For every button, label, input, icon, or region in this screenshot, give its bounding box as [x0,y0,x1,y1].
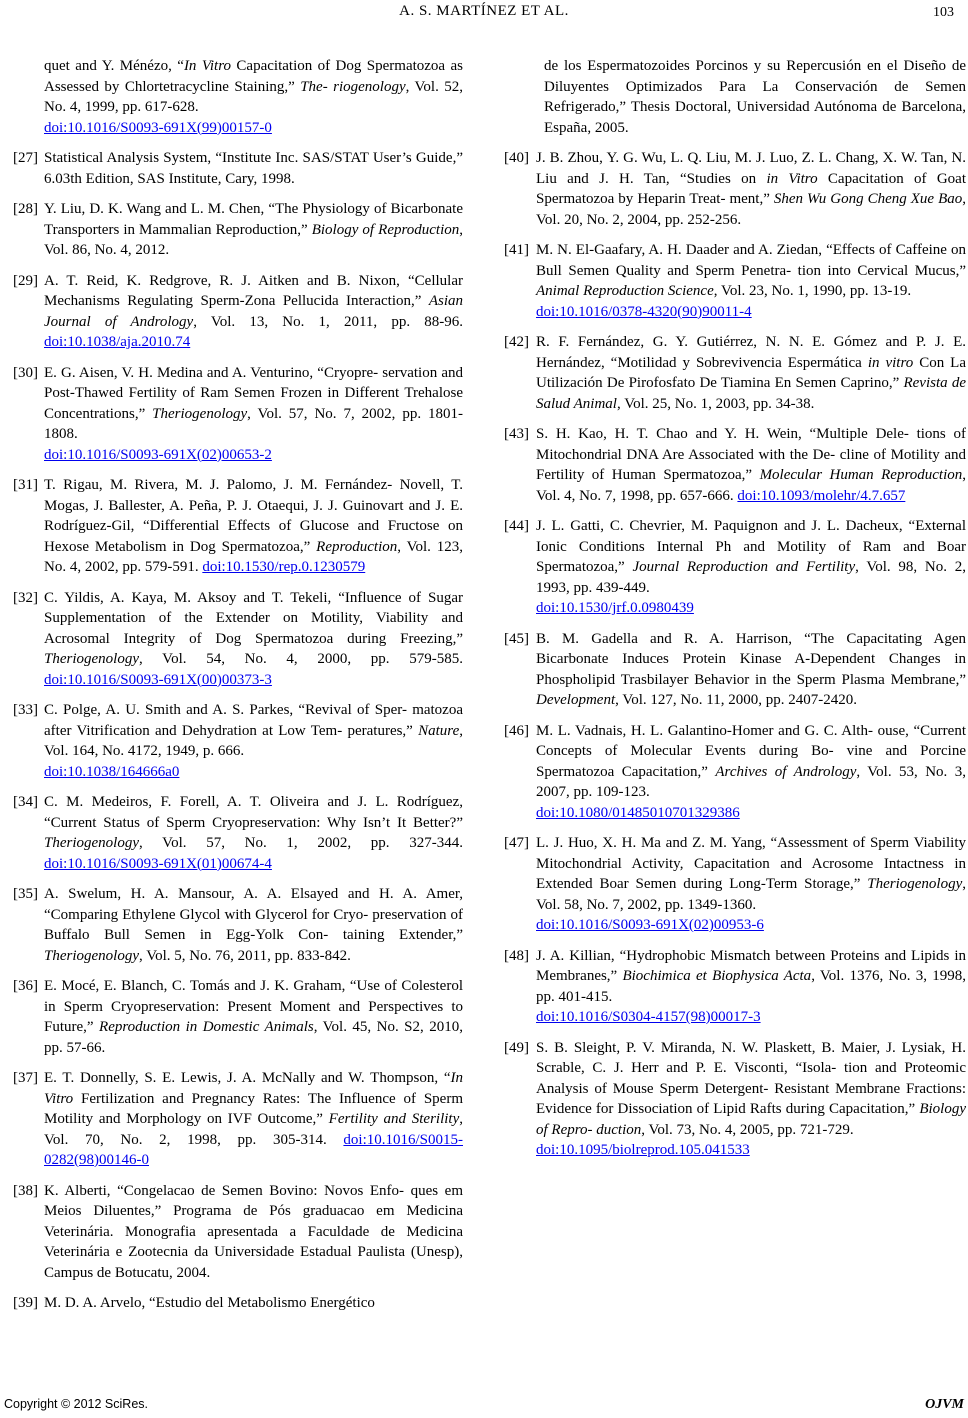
reference-entry [30,56,463,138]
reference-italic: Reproduction [316,538,398,555]
reference-entry [13,148,463,189]
reference-number: [31] [13,477,38,493]
reference-number: [37] [13,1070,38,1086]
reference-text [536,946,966,1028]
reference-details: , Vol. 25, No. 1, 2003, pp. 34-38. [616,395,815,412]
reference-text [44,363,463,466]
reference-authors-title: K. Alberti, “Congelacao de Semen Bovino: Novos Enfo- ques em Meios Diluentes,” Programa de Pós graduacao em Medicina Veterinária. Monografia apresentada a Faculdade de Medicina Veterinária e Zootecnia da Universidade Estadual Paulista (Unesp), Campus de Botucatu, 2004. [44,1182,463,1281]
reference-italic: in Vitro [766,170,818,187]
reference-authors-title: J. L. Gatti, C. Chevrier, M. Paquignon and J. L. Dacheux, “External Ionic Conditions Internal Ph and Motility of Ram and Boar Spermatozoa,” [536,518,966,575]
reference-entry [13,884,463,966]
reference-italic: Shen Wu Gong Cheng Xue Bao [773,191,963,207]
reference-number: [27] [13,150,38,166]
doi-link[interactable]: doi:10.1016/S0093-691X(01)00674-4 [44,855,272,872]
reference-italic: Biology of Reproduction [311,221,460,238]
reference-text [536,833,966,936]
reference-italic: Archives of Andrology [715,763,857,780]
reference-authors-title: J. B. Zhou, Y. G. Wu, L. Q. Liu, M. J. Luo, Z. L. Chang, X. W. Tan, N. Liu and J. H. Tan, “Studies on [536,150,966,187]
reference-authors-title: E. G. Aisen, V. H. Medina and A. Venturino, “Cryopre- servation and Post-Thawed Fertility of Ram Semen Frozen in Different Trehalose Concentrations,” [44,364,463,422]
reference-text [44,1293,463,1314]
reference-text [536,629,966,711]
page-header [0,3,968,27]
doi-link[interactable]: doi:10.1016/S0015-0282(98)00146-0 [44,1131,463,1168]
reference-number: [47] [504,835,529,851]
reference-number: [46] [504,722,529,739]
reference-entry [504,1038,966,1161]
doi-link[interactable]: doi:10.1016/S0093-691X(02)00653-2 [44,446,272,463]
reference-text [536,721,966,824]
reference-number: [45] [504,630,529,647]
doi-link[interactable]: doi:10.1080/01485010701329386 [536,804,740,821]
doi-link[interactable]: doi:10.1038/164666a0 [44,763,180,780]
reference-text [536,148,966,230]
doi-link[interactable]: doi:10.1530/jrf.0.0980439 [536,600,694,616]
reference-entry [504,240,966,322]
reference-text [44,792,463,874]
reference-text [44,148,463,189]
reference-number: [33] [13,702,38,718]
reference-details: , Vol. 70, No. 2, 1998, pp. 305-314. [44,1111,463,1148]
reference-authors-title: L. J. Huo, X. H. Ma and Z. M. Yang, “Assessment of Sperm Viability Mitochondrial Activity, Capacitation and Acrosome Intactness in Extended Boar Semen during Long-Term Storage,” [536,835,966,892]
reference-text [44,884,463,966]
reference-authors-title: J. A. Killian, “Hydrophobic Mismatch between Proteins and Lipids in Membranes,” [536,947,966,984]
reference-italic: In Vitro [183,58,232,74]
reference-entry [13,1181,463,1284]
reference-italic: Journal Reproduction and Fertility [632,559,856,575]
reference-italic: Theriogenology [44,835,139,851]
reference-entry [504,629,966,711]
running-head-authors: A. S. MARTÍNEZ ET AL. [399,3,569,19]
reference-details: , Vol. 58, No. 7, 2002, pp. 1349-1360. [536,876,966,913]
reference-details: , Vol. 164, No. 4172, 1949, p. 666. [44,722,463,759]
reference-entry [504,332,966,414]
doi-link[interactable]: doi:10.1016/S0304-4157(98)00017-3 [536,1009,761,1025]
reference-entry [504,424,966,506]
reference-text [44,199,463,261]
reference-number: [44] [504,518,529,534]
reference-number: [42] [504,334,529,350]
reference-number: [43] [504,426,529,442]
reference-authors-title: M. D. A. Arvelo, “Estudio del Metabolismo Energético [44,1295,375,1311]
reference-number: [36] [13,978,38,994]
reference-number: [39] [13,1295,38,1311]
reference-details: , Vol. 57, No. 7, 2002, pp. 1801-1808. [44,405,463,442]
reference-italic: Molecular Human Reproduction [759,467,963,483]
reference-details: , Vol. 23, No. 1, 1990, pp. 13-19. [713,283,912,299]
reference-italic: Nature [418,722,460,739]
doi-link[interactable]: doi:10.1038/aja.2010.74 [44,334,191,350]
reference-text [44,475,463,578]
reference-entry [504,833,966,936]
reference-details: , Vol. 13, No. 1, 2011, pp. 88-96. [193,313,463,330]
reference-authors-title: M. L. Vadnais, H. L. Galantino-Homer and G. C. Alth- ouse, “Current Concepts of Molecular Events during Bo- vine and Porcine Spermatozoa Capacitation,” [536,722,966,780]
doi-link[interactable]: doi:10.1016/S0093-691X(99)00157-0 [44,119,272,136]
reference-details: , Vol. 53, No. 3, 2007, pp. 109-123. [536,763,966,800]
reference-details: , Vol. 73, No. 4, 2005, pp. 721-729. [641,1121,854,1138]
reference-entry [504,946,966,1028]
reference-authors-title: C. M. Medeiros, F. Forell, A. T. Oliveira and J. L. Rodríguez, “Current Status of Sperm Cryopreservation: Why Isn’t It Better?” [44,794,463,831]
reference-details: Capacitation of Dog Spermatozoa as Assessed by Chlortetracycline Staining,” [44,58,463,95]
reference-details: , Vol. 45, No. S2, 2010, pp. 57-66. [44,1019,463,1056]
reference-italic: Theriogenology [867,876,963,892]
reference-text [544,56,966,138]
copyright-notice: Copyright © 2012 SciRes. [4,1397,149,1411]
reference-authors-title: M. N. El-Gaafary, A. H. Daader and A. Ziedan, “Effects of Caffeine on Bull Semen Quality and Sperm Penetra- tion into Cervical Mucus,” [536,242,966,279]
reference-italic: Biochimica et Biophysica Acta [622,968,812,984]
reference-number: [49] [504,1039,529,1056]
reference-text [536,1038,966,1161]
reference-authors-title: quet and Y. Ménézo, “ [44,58,184,74]
reference-authors-title: E. T. Donnelly, S. E. Lewis, J. A. McNally and W. Thompson, “ [44,1070,451,1086]
reference-text [44,700,463,782]
reference-text [44,1068,463,1171]
reference-entry [13,588,463,691]
left-column-references [13,56,464,1324]
reference-entry [13,475,464,578]
reference-details: , Vol. 5, No. 76, 2011, pp. 833-842. [139,947,351,964]
reference-details: , Vol. 98, No. 2, 1993, pp. 439-449. [536,559,966,596]
reference-details: , Vol. 57, No. 1, 2002, pp. 327-344. [139,835,463,851]
reference-number: [30] [13,364,38,381]
reference-italic: Reproduction in Domestic Animals [99,1019,314,1035]
reference-number: [28] [13,201,38,217]
reference-italic: Theriogenology [44,947,139,964]
doi-link[interactable]: doi:10.1016/S0093-691X(00)00373-3 [44,671,272,688]
reference-entry [13,792,463,874]
reference-entry [13,1293,463,1314]
reference-authors-title: B. M. Gadella and R. A. Harrison, “The Capacitating Agen Bicarbonate Induces Protein Kinase A-Dependent Changes in Phospholipid Trasbilayer Behavior in the Sperm Plasma Membrane,” [536,630,966,688]
reference-number: [35] [13,886,38,902]
reference-authors-title: T. Rigau, M. Rivera, M. J. Palomo, J. M. Fernández- Novell, T. Mogas, J. Ballester, A. Peña, P. J. Otaequi, J. J. Guinovart and J. E. Rodríguez-Gil, “Differential Effects of Glucose and Fructose on Hexose Metabolism in Dog Spermatozoa,” [44,477,463,555]
reference-details: , Vol. 52, No. 4, 1999, pp. 617-628. [44,78,464,115]
reference-details: , Vol. 127, No. 11, 2000, pp. 2407-2420. [615,692,857,708]
reference-authors-title: E. Mocé, E. Blanch, C. Tomás and J. K. Graham, “Use of Colesterol in Sperm Cryopreservation: Present Moment and Perspectives to Future,” [44,978,463,1035]
reference-italic: Fertility and Sterility [328,1111,460,1127]
page-footer [0,1397,968,1417]
reference-italic: Theriogenology [44,651,139,667]
doi-link[interactable]: doi:10.1016/0378-4320(90)90011-4 [536,303,752,320]
reference-details: Capacitation of Goat Spermatozoa by Heparin Treat- ment,” [536,170,966,207]
reference-authors-title: A. T. Reid, K. Redgrove, R. J. Aitken and B. Nixon, “Cellular Mechanisms Regulating Sperm-Zona Pellucida Interaction,” [44,272,463,309]
reference-text [44,976,463,1058]
reference-entry [504,56,966,138]
reference-italic: The- riogenology [300,78,406,95]
reference-authors-title: C. Polge, A. U. Smith and A. S. Parkes, “Revival of Sper- matozoa after Vitrification and Dehydration at Low Tem- peratures,” [44,702,463,739]
page-number: 103 [933,5,954,20]
reference-details: Con La Utilización De Pirofosfato De Tiamina En Semen Caprino,” [536,354,966,391]
reference-text [536,424,966,506]
reference-number: [29] [13,272,38,289]
reference-italic: Animal Reproduction Science [536,283,714,299]
reference-entry [504,148,966,230]
reference-number: [34] [13,794,38,810]
reference-entry [13,199,463,261]
reference-entry [13,363,463,466]
journal-abbreviation: OJVM [925,1397,964,1412]
reference-details: , Vol. 1376, No. 3, 1998, pp. 401-415. [536,968,966,1005]
reference-text [536,516,966,619]
reference-entry [504,516,966,619]
reference-text [44,271,463,353]
reference-details: , Vol. 4, No. 7, 1998, pp. 657-666. [536,467,966,504]
reference-details: , Vol. 86, No. 4, 2012. [44,221,463,258]
doi-link[interactable]: doi:10.1095/biolreprod.105.041533 [536,1142,750,1158]
reference-entry [13,976,463,1058]
right-column-references [504,56,966,1171]
reference-text [44,56,463,138]
reference-entry [13,700,463,782]
reference-text [536,240,966,322]
reference-details: , Vol. 54, No. 4, 2000, pp. 579-585. [139,651,463,667]
reference-details: , Vol. 123, No. 4, 2002, pp. 579-591. [44,538,464,575]
reference-entry [13,271,463,353]
reference-details: , Vol. 20, No. 2, 2004, pp. 252-256. [536,191,966,228]
reference-authors-title: R. F. Fernández, G. Y. Gutiérrez, N. N. E. Gómez and P. J. E. Hernández, “Motilidad y Sobrevivencia Espermática [536,334,966,371]
reference-authors-title: S. B. Sleight, P. V. Miranda, N. W. Plaskett, B. Maier, J. Lysiak, H. Scrable, C. J. Herr and P. E. Visconti, “Isola- tion and Proteomic Analysis of Mouse Sperm Detergent- Resistant Membrane Fractions: Evidence for Dissociation of Lipid Rafts during Capacitation,” [536,1039,966,1117]
reference-entry [504,721,966,824]
reference-italic: in vitro [867,354,914,371]
doi-link[interactable]: doi:10.1093/molehr/4.7.657 [737,487,906,504]
reference-italic: In Vitro [44,1070,463,1107]
reference-number: [38] [13,1182,38,1199]
reference-entry [13,1068,463,1171]
doi-link[interactable]: doi:10.1530/rep.0.1230579 [202,559,366,575]
reference-italic: Asian Journal of Andrology [44,293,463,330]
reference-italic: Revista de Salud Animal [536,375,966,412]
reference-number: [48] [504,947,529,964]
reference-text [44,1181,463,1284]
reference-details: Fertilization and Pregnancy Rates: The Influence of Sperm Motility and Morphology on IVF Outcome,” [44,1090,463,1127]
reference-text [536,332,966,414]
reference-authors-title: Statistical Analysis System, “Institute Inc. SAS/STAT User’s Guide,” 6.03th Edition, SAS Institute, Cary, 1998. [44,150,463,187]
reference-number: [32] [13,589,38,606]
reference-italic: Development [536,692,616,708]
reference-authors-title: S. H. Kao, H. T. Chao and Y. H. Wein, “Multiple Dele- tions of Mitochondrial DNA Are Associated with the De- cline of Motility and Fertility of Human Spermatozoa,” [536,426,966,483]
reference-authors-title: C. Yildis, A. Kaya, M. Aksoy and T. Tekeli, “Influence of Sugar Supplementation of the Extender on Motility, Viability and Acrosomal Integrity of Dog Spermatozoa during Freezing,” [44,589,463,647]
reference-italic: Biology of Repro- duction [536,1101,966,1138]
reference-authors-title: Y. Liu, D. K. Wang and L. M. Chen, “The Physiology of Bicarbonate Transporters in Mammalian Reproduction,” [44,201,463,238]
reference-text [44,588,463,691]
reference-authors-title: de los Espermatozoides Porcinos y su Repercusión en el Diseño de Diluyentes Optimizados Para La Conservación de Semen Refrigerado,” Thesis Doctoral, Universidad Autónoma de Barcelona, España, 2005. [544,58,966,136]
reference-authors-title: A. Swelum, H. A. Mansour, A. A. Elsayed and H. A. Amer, “Comparing Ethylene Glycol with Glycerol for Cryo- preservation of Buffalo Bull Semen in Egg-Yolk Con- taining Extender,” [44,886,463,943]
reference-number: [40] [504,150,529,166]
doi-link[interactable]: doi:10.1016/S0093-691X(02)00953-6 [536,917,764,933]
reference-number: [41] [504,242,529,258]
reference-italic: Theriogenology [152,405,248,422]
